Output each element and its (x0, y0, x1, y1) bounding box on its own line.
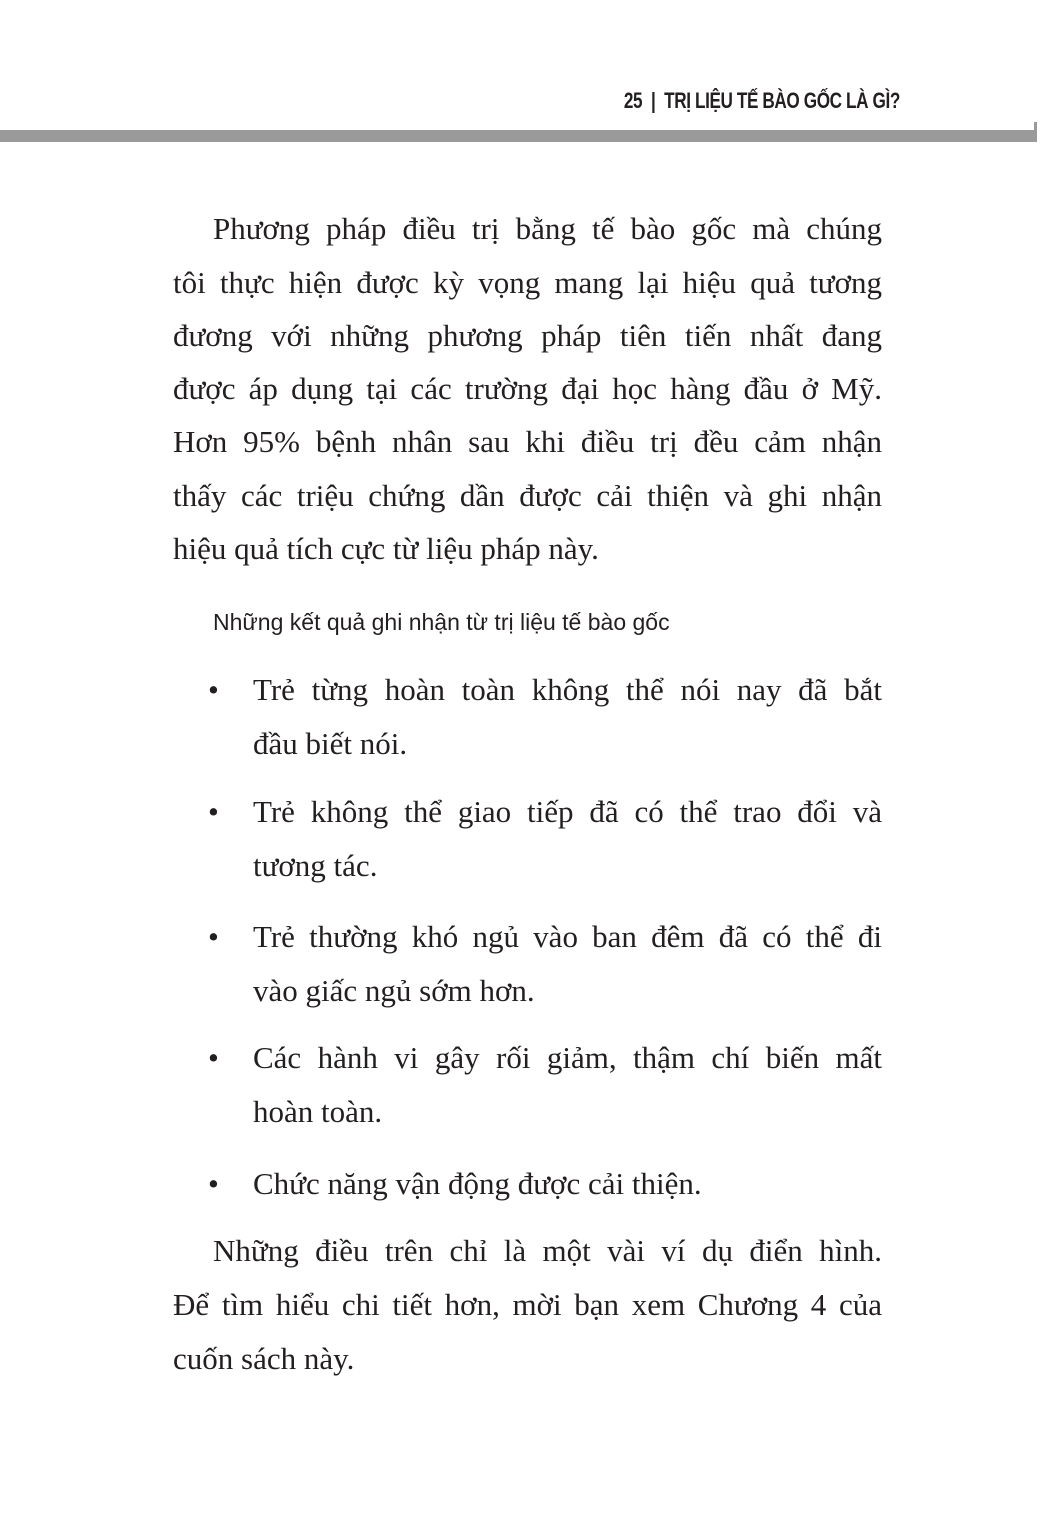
list-item-line: tương tác. (253, 848, 378, 883)
text-line: được áp dụng tại các trường đại học hàng đầu ở Mỹ. (173, 371, 882, 406)
header-rule-tip (1034, 122, 1037, 142)
header-separator: | (651, 88, 656, 113)
text-line: Để tìm hiểu chi tiết hơn, mời bạn xem Chương 4 của (173, 1287, 882, 1322)
list-item-line: Trẻ thường khó ngủ vào ban đêm đã có thể đi (253, 919, 882, 954)
bullet-icon: • (208, 919, 219, 954)
text-line: Những điều trên chỉ là một vài ví dụ điển hình. (213, 1233, 882, 1268)
text-line: Phương pháp điều trị bằng tế bào gốc mà chúng (213, 211, 882, 246)
bullet-icon: • (208, 672, 219, 707)
bullet-icon: • (208, 794, 219, 829)
text-line: tôi thực hiện được kỳ vọng mang lại hiệu quả tương (173, 265, 882, 300)
list-item-line: đầu biết nói. (253, 726, 408, 761)
page-number: 25 (623, 88, 643, 113)
chapter-title: TRỊ LIỆU TẾ BÀO GỐC LÀ GÌ? (664, 88, 900, 113)
list-item-line: Chức năng vận động được cải thiện. (253, 1166, 702, 1201)
header-rule (0, 130, 1034, 142)
list-item-line: Trẻ không thể giao tiếp đã có thể trao đổi và (253, 794, 882, 829)
list-item-line: Các hành vi gây rối giảm, thậm chí biến mất (253, 1040, 882, 1075)
text-line: thấy các triệu chứng dần được cải thiện và ghi nhận (173, 478, 882, 513)
text-line: hiệu quả tích cực từ liệu pháp này. (173, 531, 599, 566)
list-item-line: vào giấc ngủ sớm hơn. (253, 973, 535, 1008)
list-item-line: Trẻ từng hoàn toàn không thể nói nay đã bắt (253, 672, 882, 707)
text-line: Hơn 95% bệnh nhân sau khi điều trị đều cảm nhận (173, 424, 882, 459)
running-header (624, 88, 900, 114)
text-line: đương với những phương pháp tiên tiến nhất đang (173, 318, 882, 353)
bullet-icon: • (208, 1040, 219, 1075)
list-item-line: hoàn toàn. (253, 1094, 383, 1129)
text-line: cuốn sách này. (173, 1341, 355, 1376)
subheading: Những kết quả ghi nhận từ trị liệu tế bào gốc (213, 609, 670, 635)
bullet-icon: • (208, 1166, 219, 1201)
